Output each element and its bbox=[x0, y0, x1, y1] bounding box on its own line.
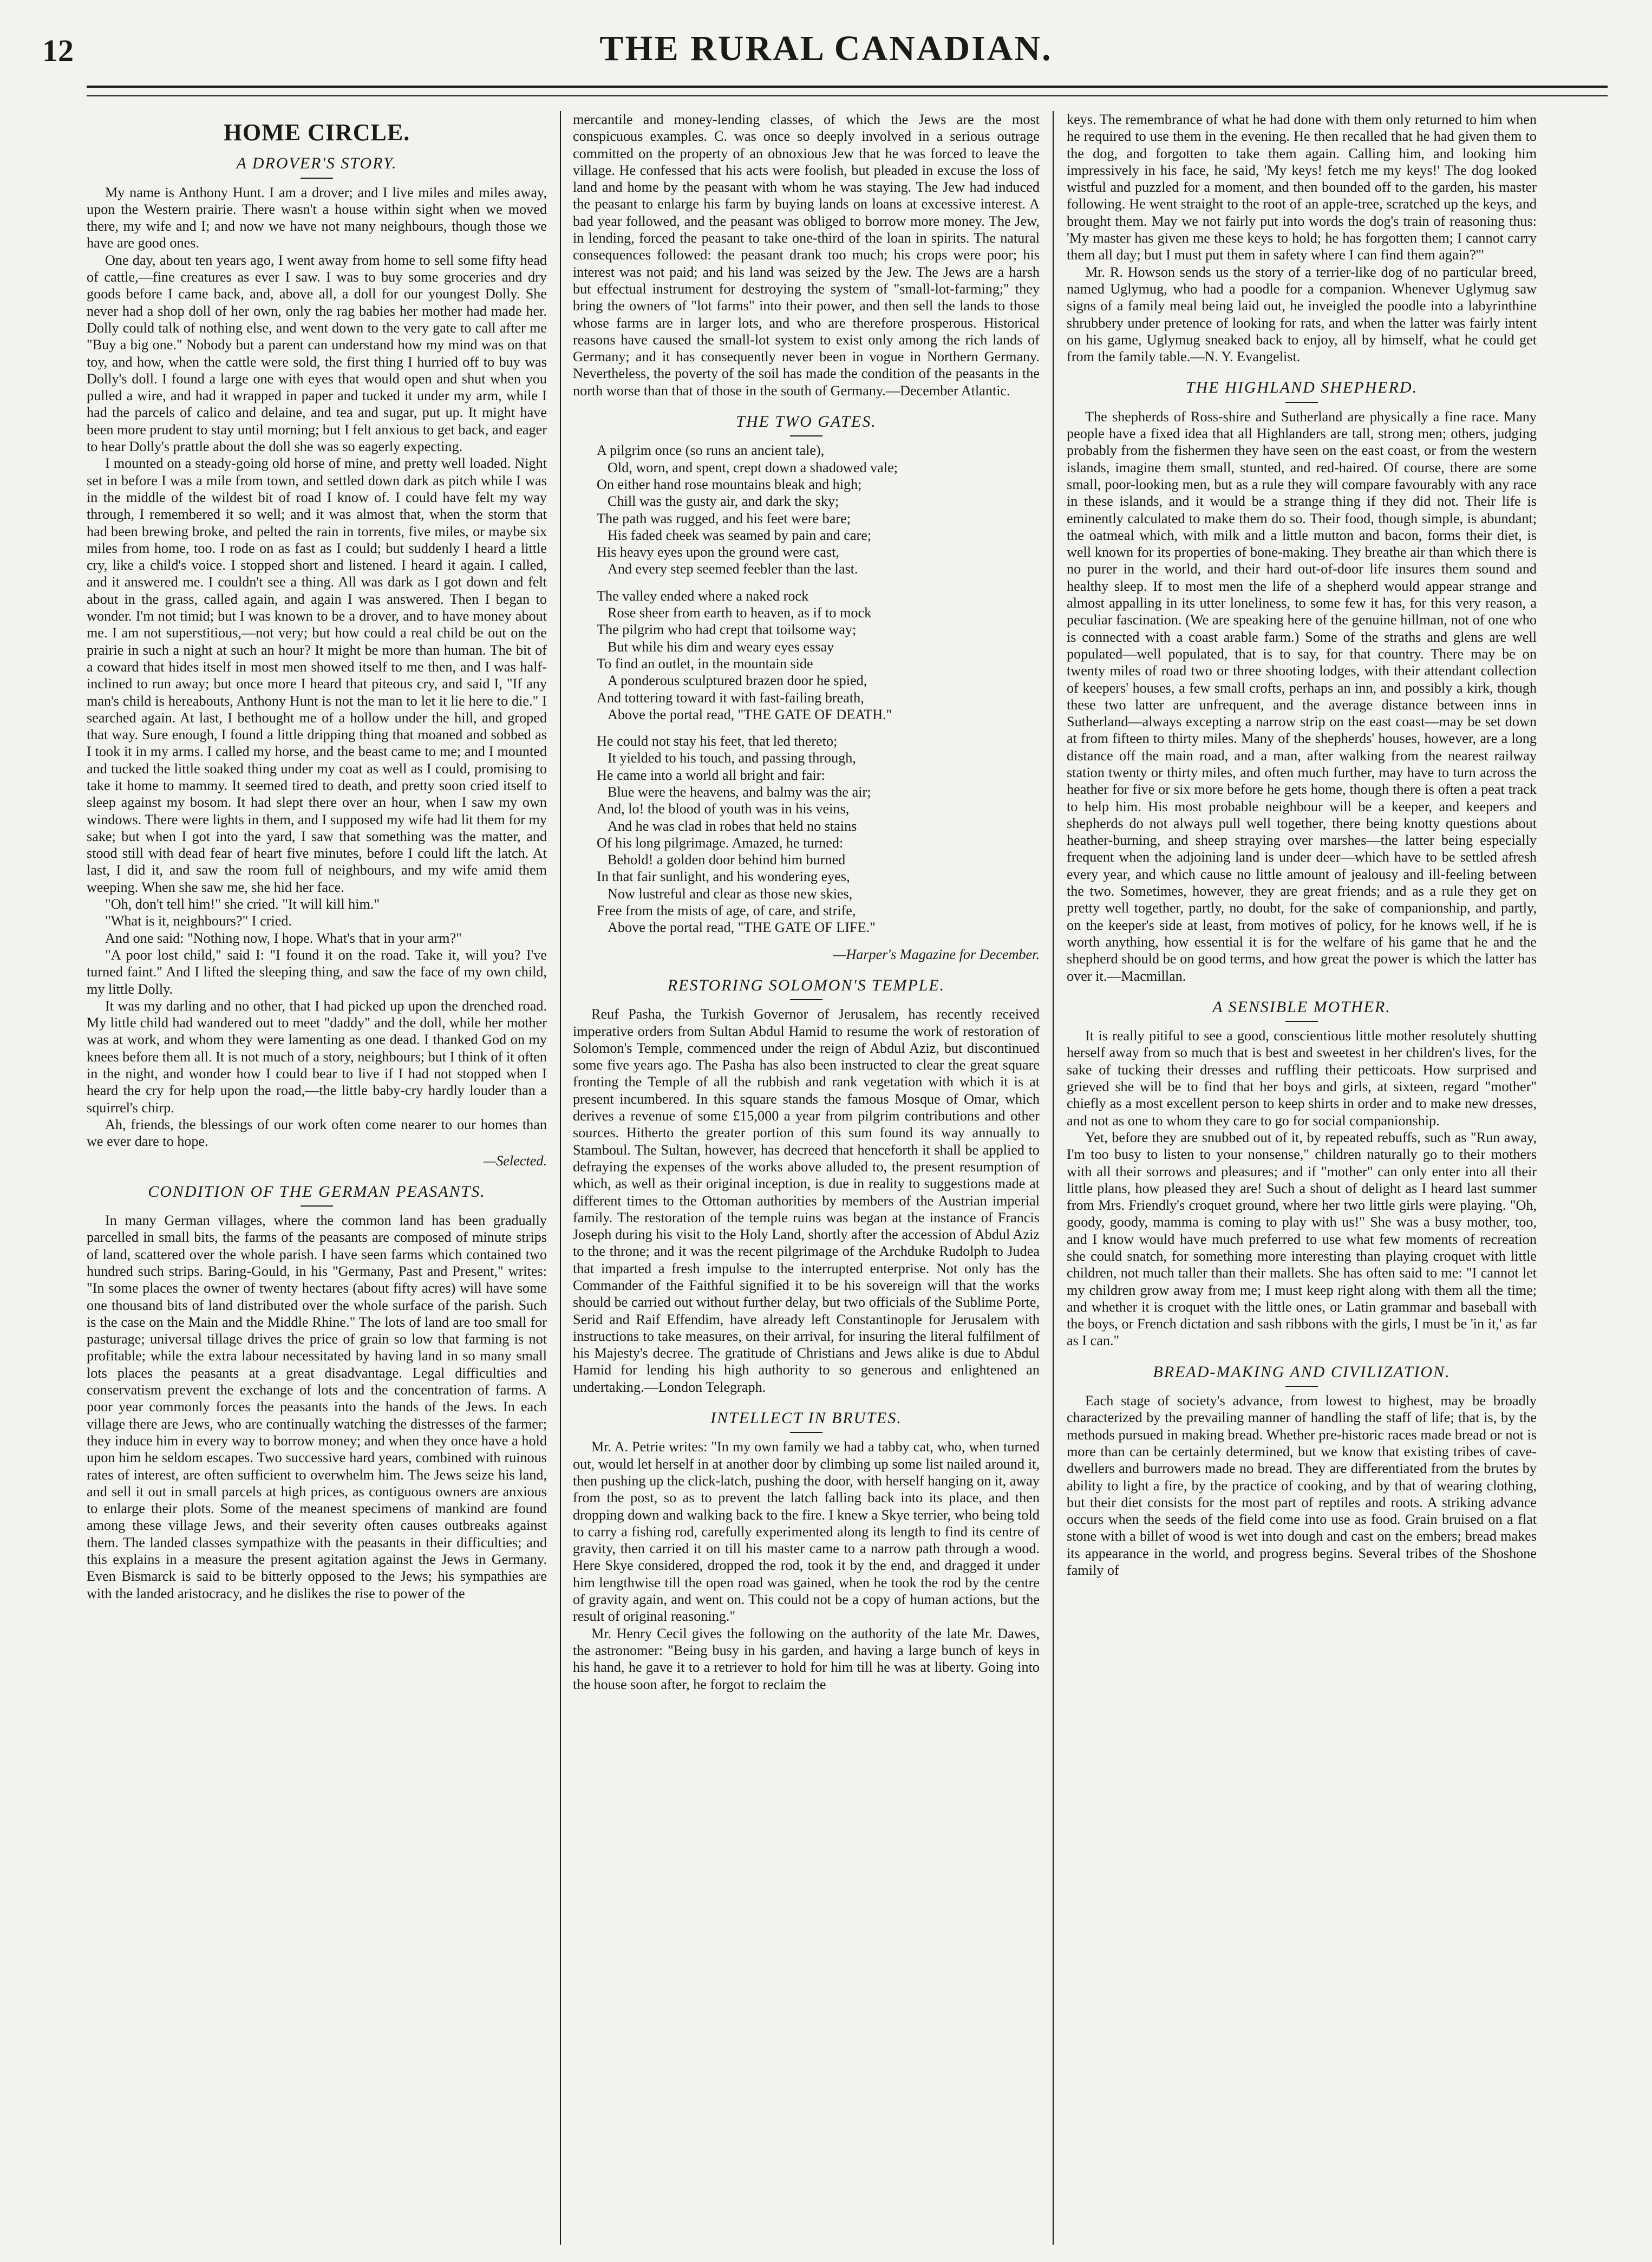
poem-line: He could not stay his feet, that led thereto; bbox=[597, 733, 838, 749]
poem-line: In that fair sunlight, and his wondering eyes, bbox=[597, 869, 850, 885]
poem-line: Blue were the heavens, and balmy was the air; bbox=[608, 784, 871, 800]
poem-line: He came into a world all bright and fair: bbox=[597, 767, 825, 783]
paragraph: keys. The remembrance of what he had done with them only returned to him when he required to use them in the evening. He then recalled that he had given them to the dog, and forgotten to take them again. Calling him, and looking him impressively in his face, he said, 'My keys! fetch me my keys!' The dog looked wistful and puzzled for a moment, and then bounded off to the garden, his master following. He went straight to the root of an apple-tree, scratched up the keys, and brought them. May we not fairly put into words the dog's train of reasoning thus: 'My master has given me these keys to hold; he has forgotten them; I cannot carry them all day; but I must put them in safety where I can find them again?'" bbox=[1067, 112, 1537, 263]
paragraph: mercantile and money-lending classes, of which the Jews are the most conspicuous examples. C. was once so deeply involved in a serious outrage committed on the property of an obnoxious Jew that he was forced to leave the village. He confessed that his acts were foolish, but pleaded in excuse the loss of land and home by the peasant with whom he was staying. The Jew had induced the peasant to enlarge his farm by buying lands on loans at excessive interest. A bad year followed, and the peasant was obliged to borrow more money. The Jew, in lending, forced the peasant to take one-third of the loan in spirits. The natural consequences followed: the peasant drank too much; his crops were poor; his interest was not paid; and his land was seized by the Jew. The Jews are a harsh but effectual instrument for destroying the system of "small-lot-farming;" they bring the owners of "lot farms" into their power, and then sell the lands to those whose farms are in larger lots, and who are therefore prosperous. Historical reasons have caused the small-lot system to exist only among the rich lands of Germany; and it has consequently never been in vogue in Northern Germany. Nevertheless, the poverty of the soil has made the condition of the peasants in the north worse than that of those in the south of Germany.—December Atlantic. bbox=[573, 112, 1040, 399]
poem-line: Rose sheer from earth to heaven, as if to mock bbox=[608, 605, 872, 621]
article-title: CONDITION OF THE GERMAN PEASANTS. bbox=[148, 1182, 486, 1201]
poem-line: Old, worn, and spent, crept down a shadowed vale; bbox=[608, 459, 898, 475]
paragraph: And one said: "Nothing now, I hope. What's that in your arm?" bbox=[105, 930, 462, 946]
column-divider bbox=[560, 111, 561, 2245]
header-rule-thin bbox=[87, 95, 1608, 96]
column-divider bbox=[1053, 111, 1054, 2245]
paragraph: Mr. A. Petrie writes: "In my own family we had a tabby cat, who, when turned out, would let herself in at another door by climbing up some list nailed around it, then pushing up the click-latch, pushing the door, with herself hanging on it, away from the post, so as to prevent the latch falling back into its place, and then dropping down and walking back to the fire. I knew a Skye terrier, who being told to carry a fishing rod, carefully experimented along its length to find its centre of gravity, then carried it on till his master came to a narrow path through a wood. Here Skye considered, dropped the rod, took it by the end, and dragged it under him lengthwise till the open road was gained, when he took the rod by the centre of gravity again, and went on. This could not be a copy of human actions, but the result of original reasoning." bbox=[573, 1439, 1040, 1625]
title-rule bbox=[790, 1432, 822, 1433]
poem-line: Free from the mists of age, of care, and strife, bbox=[597, 903, 856, 919]
department-heading: HOME CIRCLE. bbox=[223, 119, 410, 146]
title-rule bbox=[301, 1205, 333, 1207]
poem-line: Now lustreful and clear as those new skies, bbox=[608, 885, 853, 902]
poem-line: And, lo! the blood of youth was in his veins, bbox=[597, 801, 850, 817]
poem-line: It yielded to his touch, and passing through, bbox=[608, 750, 856, 766]
paragraph: "What is it, neighbours?" I cried. bbox=[105, 913, 292, 929]
poem-line: A ponderous sculptured brazen door he spied, bbox=[608, 673, 867, 689]
poem-line: To find an outlet, in the mountain side bbox=[597, 655, 813, 672]
poem-line: Above the portal read, "THE GATE OF LIFE." bbox=[608, 920, 876, 936]
poem-line: The pilgrim who had crept that toilsome way; bbox=[597, 622, 857, 638]
source-credit: —Harper's Magazine for December. bbox=[833, 946, 1040, 962]
poem-line: A pilgrim once (so runs an ancient tale), bbox=[597, 442, 825, 459]
title-rule bbox=[790, 435, 822, 436]
paragraph: It is really pitiful to see a good, conscientious little mother resolutely shutting herself away from so much that is best and sweetest in her children's lives, for the sake of tucking their dresses and ruffling their petticoats. How surprised and grieved she will be to find that her boys and girls, at sixteen, regard "mother" chiefly as a most excellent person to keep shirts in order and to make new dresses, and not as one to whom they care to go for social companionship. bbox=[1067, 1028, 1537, 1129]
header-rule-thick bbox=[87, 86, 1608, 88]
title-rule bbox=[790, 999, 822, 1000]
article-title: THE TWO GATES. bbox=[736, 413, 877, 431]
paragraph: Mr. Henry Cecil gives the following on the authority of the late Mr. Dawes, the astronomer: "Being busy in his garden, and having a large bunch of keys in his hand, he gave it to a retriever to hold for him till he was at liberty. Going into the house soon after, he forgot to reclaim the bbox=[573, 1625, 1040, 1692]
poem-line: Of his long pilgrimage. Amazed, he turned: bbox=[597, 835, 844, 851]
paragraph: One day, about ten years ago, I went away from home to sell some fifty head of cattle,—fine creatures as ever I saw. I was to buy some groceries and dry goods before I came back, and, above all, a doll for our youngest Dolly. She never had a shop doll of her own, only the rag babies her mother had made her. Dolly could talk of nothing else, and went down to the very gate to call after me "Buy a big one." Nobody but a parent can understand how my mind was on that toy, and how, when the cattle were sold, the first thing I hurried off to buy was Dolly's doll. I found a large one with eyes that would open and shut when you pulled a wire, and had it wrapped in paper and tucked it under my arm, while I had the parcels of calico and delaine, and tea and sugar, put up. It might have been more prudent to stay until morning; but I felt anxious to get back, and eager to hear Dolly's prattle about the doll she was so eagerly expecting. bbox=[87, 252, 547, 455]
poem-stanza bbox=[597, 588, 1040, 723]
paragraph: The shepherds of Ross-shire and Sutherland are physically a fine race. Many people have a fixed idea that all Highlanders are tall, strong men; others, judging probably from the fishermen they have seen on the east coast, or from the western islands, imagine them small, stunted, and red-haired. Of course, there are some small, poor-looking men, but as a rule they will compare favourably with any race in these islands, and it would be a strange thing if they did not. Their life is eminently calculated to make them do so. Their food, though simple, is abundant; the oatmeal which, with milk and a little mutton and bacon, forms their diet, is well known for its properties of bone-making. They breathe air than which there is no purer in the world, and their hard out-of-door life insures them sound and healthy sleep. If to most men the life of a shepherd would appear strange and almost appalling in its utter loneliness, to some few it has, for this very reason, a peculiar fascination. (We are speaking here of the genuine hillman, not of one who is connected with a coast arable farm.) Some of the straths and glens are well populated—well populated, that is to say, for that country. There may be on twenty miles of road two or three shooting lodges, with their attendant collection of keepers' houses, a few small crofts, perhaps an inn, and possibly a kirk, though these two latter are unfrequent, and the average distance between inns in Sutherland—always excepting a narrow strip on the east coast—may be set down at from fifteen to thirty miles. Many of the shepherds' houses, however, are a long distance off the main road, and a man, after walking from the nearest railway station twenty or thirty miles, and often much further, may have to turn across the heather for five or six more before he gets home, though there is often a peat track to help him. His most probable neighbour will be a keeper, and keepers and shepherds do not always pull well together, there being knotty questions about heather-burning, and sheep straying over marshes—the latter being especially frequent when the adjoining land is under deer—which have to be settled afresh every year, and which cause no little amount of jealousy and ill-feeling between the two. Sometimes, however, they are great friends; and as a rule they get on pretty well together, partly, no doubt, for the sake of companionship, and partly, on the keeper's side at least, from motives of policy, for he knows well, if he is worth anything, how essential it is for the welfare of his game that he and the shepherd should be on good terms, and how great the power is which the latter has over it.—Macmillan. bbox=[1067, 408, 1537, 984]
poem-line: Above the portal read, "THE GATE OF DEATH." bbox=[608, 706, 892, 722]
page-number: 12 bbox=[42, 33, 74, 68]
article-title: THE HIGHLAND SHEPHERD. bbox=[1185, 379, 1418, 397]
poem-line: Chill was the gusty air, and dark the sky; bbox=[608, 493, 839, 510]
source-credit: —Selected. bbox=[483, 1152, 547, 1169]
masthead: THE RURAL CANADIAN. bbox=[599, 29, 1053, 68]
poem-line: The valley ended where a naked rock bbox=[597, 588, 809, 604]
poem-line: And every step seemed feebler than the last. bbox=[608, 561, 858, 577]
article-title: BREAD-MAKING AND CIVILIZATION. bbox=[1153, 1363, 1451, 1381]
paragraph: My name is Anthony Hunt. I am a drover; and I live miles and miles away, upon the Western prairie. There wasn't a house within sight when we moved there, my wife and I; and now we have not many neighbours, though those we have are good ones. bbox=[87, 184, 547, 251]
poem-line: And tottering toward it with fast-failing breath, bbox=[597, 689, 864, 706]
article-title: A SENSIBLE MOTHER. bbox=[1212, 998, 1391, 1016]
poem-line: His faded cheek was seamed by pain and care; bbox=[608, 527, 872, 543]
article-title: RESTORING SOLOMON'S TEMPLE. bbox=[667, 976, 945, 994]
paragraph: Yet, before they are snubbed out of it, by repeated rebuffs, such as "Run away, I'm too busy to listen to your nonsense," children naturally go to their mothers with all their sorrows and pleasures; and if "mother" can only enter into all their little plans, how pleased they are! Such a shout of delight as I heard last summer from Mrs. Friendly's croquet ground, where her two little girls were playing. "Oh, goody, goody, mamma is coming to play with us!" She was a busy mother, too, and I know would have much preferred to use what few moments of recreation she could snatch, for something more interesting than playing croquet with little children, not much taller than their mallets. She has often said to me: "I cannot let my children grow away from me; I must keep right along with them all the time; and whether it is croquet with the little ones, or Latin grammar and baseball with the boys, or French dictation and sash ribbons with the girls, I must be 'in it,' as far as I can." bbox=[1067, 1129, 1537, 1349]
paragraph: Each stage of society's advance, from lowest to highest, may be broadly characterized by the prevailing manner of handling the staff of life; that is, by the methods pursued in making bread. Whether pre-historic races made bread or not is more than can be certainly determined, but we know that existing tribes of cave-dwellers and burrowers made no bread. They are differentiated from the brutes by ability to light a fire, by the practice of cooking, and by that of wearing clothing, but their diet consists for the most part of reptiles and roots. A striking advance occurs when the seeds of the field come into use as food. Grain bruised on a flat stone with a billet of wood is wet into dough and cast on the embers; bread makes its appearance in the world, and progress begins. Several tribes of the Shoshone family of bbox=[1067, 1393, 1537, 1579]
paragraph: Reuf Pasha, the Turkish Governor of Jerusalem, has recently received imperative orders from Sultan Abdul Hamid to resume the work of restoration of Solomon's Temple, commenced under the reign of Abdul Aziz, but discontinued some five years ago. The Pasha has also been instructed to clear the great square fronting the Temple of all the rubbish and rank vegetation with which it is at present incumbered. In this square stands the famous Mosque of Omar, which derives a revenue of some £15,000 a year from pilgrim contributions and other sources. Hitherto the greater portion of this sum found its way annually to Stamboul. The Sultan, however, has decreed that henceforth it shall be applied to defraying the expenses of the works above alluded to, the present resumption of which, as well as their original inception, is due in reality to suggestions made at different times to the Ottoman authorities by members of the Austrian imperial family. The restoration of the temple ruins was began at the instance of Francis Joseph during his visit to the Holy Land, shortly after the accession of Abdul Aziz to the throne; and it was the recent pilgrimage of the Archduke Rudolph to Judea that imparted a fresh impulse to the interrupted enterprise. Not only has the Commander of the Faithful signified it to be his sovereign will that the works should be carried out without further delay, but two officials of the Sublime Porte, Serid and Raif Effendim, have already left Constantinople for Jerusalem with instructions to take measures, on their arrival, for insuring the literal fulfilment of his Majesty's decree. The gratitude of Christians and Jews alike is due to Abdul Hamid for lending his high authority to so generous and enlightened an undertaking.—London Telegraph. bbox=[573, 1006, 1040, 1395]
article-title: A DROVER'S STORY. bbox=[236, 154, 397, 173]
paragraph: I mounted on a steady-going old horse of mine, and pretty well loaded. Night set in before I was a mile from town, and settled down dark as pitch while I was in the middle of the wildest bit of road I know of. I could have felt my way through, I remembered it so well; and it was almost that, when the storm that had been brewing broke, and pelted the rain in torrents, five miles, or maybe six miles from home, too. I rode on as fast as I could; but suddenly I heard a little cry, like a child's voice. I stopped short and listened. I heard it again. I called, and it answered me. I couldn't see a thing. All was dark as I got down and felt about in the grass, called again, and again I was answered. Then I began to wonder. I'm not timid; but I was known to be a drover, and to have money about me. I am not superstitious,—not very; but how could a real child be out on the prairie in such a night at such an hour? It might be more than human. The bit of a coward that hides itself in most men showed itself to me then, and I was half-inclined to run away; but once more I heard that piteous cry, and said I, "If any man's child is hereabouts, Anthony Hunt is not the man to let it lie here to die." I searched again. At last, I bethought me of a hollow under the hill, and groped that way. Sure enough, I found a little dripping thing that moaned and sobbed as I took it in my arms. I called my horse, and the beast came to me; and I mounted and tucked the little soaked thing under my coat as well as I could, promising to take it home to mammy. It seemed tired to death, and pretty soon cried itself to sleep against my bosom. It had slept there over an hour, when I saw my own windows. There were lights in them, and I supposed my wife had lit them for my sake; but when I got into the yard, I saw that something was the matter, and stood still with dead fear of heart five minutes, before I could lift the latch. At last, I did it, and saw the room full of neighbours, and my wife amid them weeping. When she saw me, she hid her face. bbox=[87, 455, 547, 895]
paragraph: Mr. R. Howson sends us the story of a terrier-like dog of no particular breed, named Uglymug, who had a poodle for a companion. Whenever Uglymug saw signs of a family meal being laid out, he inveigled the poodle into a labyrinthine shrubbery under pretence of looking for rats, and when the latter was fairly intent on his game, Uglymug sneaked back to enjoy, all by himself, what he could get from the family table.—N. Y. Evangelist. bbox=[1067, 264, 1537, 365]
poem-line: His heavy eyes upon the ground were cast, bbox=[597, 544, 839, 560]
paragraph: Ah, friends, the blessings of our work often come nearer to our homes than we ever dare to hope. bbox=[87, 1116, 547, 1150]
title-rule bbox=[1285, 1386, 1318, 1387]
article-title: INTELLECT IN BRUTES. bbox=[710, 1409, 902, 1427]
title-rule bbox=[1285, 1021, 1318, 1022]
column-1 bbox=[87, 111, 547, 2245]
title-rule bbox=[301, 178, 333, 179]
poem-stanza bbox=[597, 733, 1040, 936]
paragraph: It was my darling and no other, that I had picked up upon the drenched road. My little child had wandered out to meet "daddy" and the doll, while her mother was at work, and whom they were lamenting as one dead. I thanked God on my knees before them all. It is not much of a story, neighbours; but I think of it often in the night, and wonder how I could bear to live if I had not stopped when I heard the cry for help upon the road,—the little baby-cry hardly louder than a squirrel's chirp. bbox=[87, 998, 547, 1116]
poem-line: Behold! a golden door behind him burned bbox=[608, 852, 846, 868]
poem-line: The path was rugged, and his feet were bare; bbox=[597, 510, 851, 526]
title-rule bbox=[1285, 402, 1318, 403]
poem-line: On either hand rose mountains bleak and high; bbox=[597, 476, 862, 492]
paragraph: In many German villages, where the common land has been gradually parcelled in small bits, the farms of the peasants are composed of minute strips of land, scattered over the whole parish. I have seen farms which contained two hundred such strips. Baring-Gould, in his "Germany, Past and Present," writes: "In some places the owner of twenty hectares (about fifty acres) will have some one thousand bits of land distributed over the whole surface of the parish. Such is the case on the Main and the Middle Rhine." The lots of land are too small for pasturage; universal tillage drives the price of grain so low that farming is not profitable; while the extra labour necessitated by having land in so many small lots places the peasants at a great disadvantage. Legal difficulties and conservatism prevent the exchange of lots and the concentration of farms. A poor year commonly forces the peasants into the hands of the Jews. In each village there are Jews, who are continually watching the distresses of the farmer; they induce him in every way to borrow money; and when they once have a hold upon him he seldom escapes. Two successive hard years, combined with ruinous rates of interest, are often sufficient to overwhelm him. The Jews seize his land, and sell it out in small parcels at high prices, as contiguous owners are anxious to enlarge their plots. Some of the meanest specimens of mankind are found among these village Jews, and their severity often causes outbreaks against them. The landed classes sympathize with the peasants in their difficulties; and this explains in a measure the present agitation against the Jews in Germany. Even Bismarck is said to be bitterly opposed to the Jews; his sympathies are with the landed aristocracy, and he dislikes the rise to power of the bbox=[87, 1213, 547, 1601]
paragraph: "A poor lost child," said I: "I found it on the road. Take it, will you? I've turned faint." And I lifted the sleeping thing, and saw the face of my own child, my little Dolly. bbox=[87, 947, 547, 997]
poem-line: But while his dim and weary eyes essay bbox=[608, 638, 834, 655]
column-2 bbox=[573, 111, 1040, 2245]
poem-line: And he was clad in robes that held no stains bbox=[608, 818, 857, 834]
poem-stanza bbox=[597, 442, 1040, 577]
paragraph: "Oh, don't tell him!" she cried. "It will kill him." bbox=[105, 896, 380, 912]
column-3 bbox=[1067, 111, 1537, 2245]
